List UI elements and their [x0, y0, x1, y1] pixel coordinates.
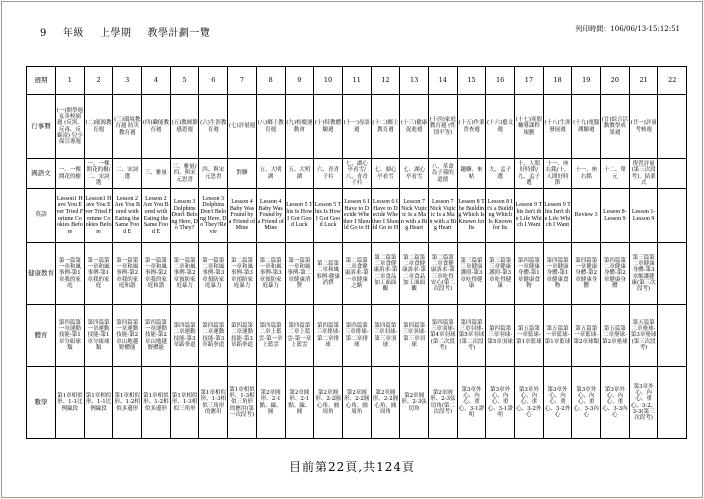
math-cell: 第3章外心、內心、重心、3-2外心 — [515, 367, 544, 439]
english-cell: Lesson 3 Dolphins Don't Belong Here, Do They? — [170, 189, 199, 243]
reading-cell: 十一、座右銘/十、人間好時節 — [543, 159, 572, 189]
week-number-cell: 5 — [170, 67, 199, 95]
english-cell: Review 3 — [572, 189, 601, 243]
pe-cell: 第四篇第三章羽球-第5章羽球(第二次段考) — [457, 305, 486, 367]
reading-cell: 七、湖心亭看雪 — [400, 159, 429, 189]
activity-cell: (十二)鄉土教育週 — [371, 95, 400, 159]
pe-cell: 第四篇第一章運動技能-第2章山地越野體能 — [113, 305, 142, 367]
activity-cell: (十五)作業普查週 — [457, 95, 486, 159]
week-number-cell: 2 — [84, 67, 113, 95]
health-cell: 第二篇第二章和風事例-健康消費 — [314, 243, 343, 305]
reading-cell: 三、雅量/四、與宋元思書 — [170, 159, 199, 189]
math-cell: 第3章外心、內心、重心、3-2、3-3(第三次段考) — [629, 367, 658, 439]
pe-cell: 第五篇第一章籃球-第1章籃球 — [515, 305, 544, 367]
health-cell: 第一篇第一章和風事例-第1章我的家庭 — [56, 243, 85, 305]
pe-cell: 第四篇第三章羽球-第4章羽球(第二次段考) — [428, 305, 457, 367]
activity-cell: (八)鄉土教育週 — [256, 95, 285, 159]
reading-cell: 三、雅量 — [142, 159, 171, 189]
reading-cell: 十二、單元 — [601, 159, 630, 189]
reading-cell: 五、大明湖 — [285, 159, 314, 189]
week-number-cell: 9 — [285, 67, 314, 95]
reading-cell: 趣聯、來帖 — [457, 159, 486, 189]
english-cell: Lesson 4 Baby Was Found by a Friend of Mine — [256, 189, 285, 243]
activity-cell: (三)環境教育週 防災教育週 — [113, 95, 142, 159]
pe-row-label: 體育 — [27, 305, 56, 367]
pe-row — [27, 305, 687, 367]
activity-cell: (七)評量週 — [228, 95, 257, 159]
week-header-row — [27, 67, 687, 95]
week-number-cell: 8 — [256, 67, 285, 95]
activity-cell: (十六)藝文週 — [486, 95, 515, 159]
activity-cell: (四)職能教育週 — [142, 95, 171, 159]
week-number-cell: 3 — [113, 67, 142, 95]
english-cell: Lesson 9 This Isn't the Life Which I Want — [543, 189, 572, 243]
reading-cell: 一、一棵開花的樹 — [56, 159, 85, 189]
reading-cell — [658, 159, 687, 189]
reading-cell: 五、大明湖 — [256, 159, 285, 189]
health-cell: 第四篇第一章健康身體-第2章健康身體 — [572, 243, 601, 305]
activity-row — [27, 95, 687, 159]
pe-cell: 第四篇第二章上籃雲-第一章上籃雲 — [256, 305, 285, 367]
pe-cell: 第四篇第三章排球-第二章排球 — [342, 305, 371, 367]
math-cell: 第1章相似形、1-3相似三角形的應用 — [199, 367, 228, 439]
print-time-label: 列印時間： — [575, 25, 611, 33]
teaching-plan-table — [26, 66, 687, 439]
week-number-cell: 14 — [428, 67, 457, 95]
week-number-cell: 7 — [228, 67, 257, 95]
pe-cell — [658, 305, 687, 367]
english-cell: Lesson 3 Dolphins Don't Belong Here, Do They?Re vie — [199, 189, 228, 243]
pe-cell: 第五篇第一章籃球-第1章籃球 — [543, 305, 572, 367]
document-title — [40, 24, 226, 39]
english-row-label: 英語 — [27, 189, 56, 243]
math-cell: 第2章圓形、2-2圓心角、圓周角 — [371, 367, 400, 439]
english-cell: Lesson 1-Lesson 9 — [629, 189, 658, 243]
math-cell: 第3章外心、內心、重心、3-3內心 — [572, 367, 601, 439]
week-number-cell: 17 — [515, 67, 544, 95]
reading-cell: 對聯 — [228, 159, 257, 189]
english-cell: Lesson 6 I Have to Decide Whether I Should Go to H — [371, 189, 400, 243]
math-cell: 第2章圓形、2-2圓心角、圓周角 — [314, 367, 343, 439]
activity-cell: (十一)母語週 — [342, 95, 371, 159]
pe-cell: 第四篇第二章運動技能-第3章跆拳道 — [199, 305, 228, 367]
math-cell: 第2章圓形、2-2圓心角、圓周角 — [342, 367, 371, 439]
pe-cell: 第四篇第三章羽球-第5章羽球 — [486, 305, 515, 367]
pe-cell: 第四篇第三章羽球-第三章羽球 — [371, 305, 400, 367]
pe-cell: 第四篇第二章上籃雲-第一章上籃雲 — [285, 305, 314, 367]
grade-number: 9 — [40, 28, 47, 39]
week-number-cell: 15 — [457, 67, 486, 95]
pe-cell: 第四篇第一章運動技能-第1章分組球類 — [84, 305, 113, 367]
reading-cell: 一、一棵開花的樹/二、宋詞選 — [84, 159, 113, 189]
english-cell: Lesson 8-Lesson 9 — [601, 189, 630, 243]
activity-row-label: 行事曆 — [27, 95, 56, 159]
week-number-cell: 19 — [572, 67, 601, 95]
health-cell: 第二篇第一章和風事例-第3章預防家庭暴力 — [256, 243, 285, 305]
english-cell: Lesson 7 Nick Vujicic Is a Man with a Big Heart — [428, 189, 457, 243]
pe-cell: 第五篇第一章籃球-第2章球類 — [572, 305, 601, 367]
health-cell: 第二篇第二章食健康訴求-第二章食品加工面面觀 — [371, 243, 400, 305]
english-cell: Lesson 9 This Isn't the Life Which I Want — [515, 189, 544, 243]
week-number-cell: 4 — [142, 67, 171, 95]
math-cell: 第2章圓形、2-1點、線、圓 — [285, 367, 314, 439]
math-cell: 第3章外心、內心、重心、3-1證明 — [457, 367, 486, 439]
math-cell: 第2章圓形、2-3弦切角 — [400, 367, 429, 439]
health-cell: 第四篇第一章健康身體-第1章健康食物 — [543, 243, 572, 305]
math-row-label: 數學 — [27, 367, 56, 439]
pe-cell: 第四篇第三章排球-第二章排球 — [314, 305, 343, 367]
document-header — [40, 24, 680, 38]
health-cell: 第一篇第一章和風事例-第2章我的家庭和諧 — [113, 243, 142, 305]
health-cell — [658, 243, 687, 305]
print-time-value: 106/06/13-15:12:51 — [610, 25, 680, 33]
health-cell: 第一篇第一章和風事例-第1章我的家庭 — [84, 243, 113, 305]
health-cell: 第二篇第一章和風事例-第3章預防家庭暴力 — [228, 243, 257, 305]
english-cell: Lesson 6 I Have to Decide Whether I Should Go to H — [342, 189, 371, 243]
health-cell: 第二篇第二章食健康訴求-第一章健康之路 — [342, 243, 371, 305]
activity-cell: (一)開學週 友善校園週 (反黑、反毒、反霸凌) 兒少保宣導週 — [56, 95, 85, 159]
health-cell: 第三篇第三章健康護照-第3章吃得健康 — [486, 243, 515, 305]
math-cell: 第1章相似形、1-3相似三角形的應用(第一次段考) — [228, 367, 257, 439]
math-cell: 第1章相似形、1-3相似三角形 — [170, 367, 199, 439]
math-cell — [658, 367, 687, 439]
health-cell: 第三篇第三章健康護照-第3章吃得健康 — [457, 243, 486, 305]
english-cell: Lesson 5 This Is How I Got Good Luck — [314, 189, 343, 243]
reading-row-label: 國語文 — [27, 159, 56, 189]
math-cell: 第1章相似形、1-2相似多邊形 — [113, 367, 142, 439]
english-cell: Lesson 2 Are You Bored with Eating the Same Food E — [142, 189, 171, 243]
health-cell: 第一篇第二章和風事例-第2章預防家庭暴力 — [170, 243, 199, 305]
math-cell: 第3章外心、內心、重心、3-2外心 — [543, 367, 572, 439]
week-number-cell: 6 — [199, 67, 228, 95]
english-cell: Lesson 8 The Building Which Is Known for Its — [457, 189, 486, 243]
reading-cell: 七、湖心亭看雪/八、青青子衿 — [342, 159, 371, 189]
english-cell: Lesson1 Have You Ever Tried Fortune Cookies Before — [84, 189, 113, 243]
health-row-label: 健康教育 — [27, 243, 56, 305]
activity-cell — [658, 95, 687, 159]
english-cell: Lesson 7 Nick Vujicic Is a Man with a Big Heart — [400, 189, 429, 243]
health-cell: 第二篇第二章食健康訴求-第二章食品加工面面觀 — [400, 243, 429, 305]
reading-row — [27, 159, 687, 189]
math-cell: 第1章相似形、1-1比例線段 — [56, 367, 85, 439]
english-cell: Lesson 2 Are You Bored with Eating the Same Food E — [113, 189, 142, 243]
math-cell: 第1章相似形、1-2相似多邊形 — [142, 367, 171, 439]
pe-cell: 第四篇第二章運動技能-第3章跆拳道 — [228, 305, 257, 367]
activity-cell: (廿一)評量考核週 — [629, 95, 658, 159]
english-cell: Lesson 5 This Is How I Got Good Luck — [285, 189, 314, 243]
week-number-cell: 20 — [601, 67, 630, 95]
activity-cell: (十)特教體驗週 — [314, 95, 343, 159]
activity-cell: (十八)生涯發展週 — [543, 95, 572, 159]
health-cell: 第一篇第二章和風事例-第3章預防家庭暴力 — [199, 243, 228, 305]
math-cell: 第2章圓形、2-3弦切角(第二次段考) — [428, 367, 457, 439]
health-cell: 第一篇第一章和風事例-第二章健康消費 — [285, 243, 314, 305]
week-number-cell: 11 — [342, 67, 371, 95]
reading-cell: 四、與宋元思書 — [199, 159, 228, 189]
week-number-cell: 1 — [56, 67, 85, 95]
pe-cell: 第四篇第一章運動技能-第2章山地越野體能 — [142, 305, 171, 367]
pe-cell: 第五篇第二章壘球-第2章壘球 — [601, 305, 630, 367]
math-cell: 第3章外心、內心、重心、3-3內心 — [601, 367, 630, 439]
english-cell: Lesson1 Have You Ever Tried Fortune Cookies Before — [56, 189, 85, 243]
english-row — [27, 189, 687, 243]
reading-cell: 九、孟子選 — [486, 159, 515, 189]
reading-cell: 六、青青子衿 — [314, 159, 343, 189]
math-row — [27, 367, 687, 439]
health-cell: 第四篇第一章健康身體-第1章健康食物 — [515, 243, 544, 305]
english-cell — [658, 189, 687, 243]
reading-cell: 八、革命為子孫的道德 — [428, 159, 457, 189]
pe-cell: 第五篇第二章壘球-第3章壘球(第三次段考) — [629, 305, 658, 367]
activity-cell: (十九)電腦測驗週 — [572, 95, 601, 159]
pe-cell: 第四篇第三章羽球-第三章羽球 — [400, 305, 429, 367]
activity-cell: (二)能源教育週 — [84, 95, 113, 159]
math-cell: 第3章外心、內心、重心、3-1證明 — [486, 367, 515, 439]
semester-label: 上學期 — [99, 28, 132, 39]
week-number-cell: 21 — [629, 67, 658, 95]
pe-cell: 第四篇第一章運動技能-第1章分組球類 — [56, 305, 85, 367]
week-number-cell: 22 — [658, 67, 687, 95]
reading-cell: 十一、座右銘 — [572, 159, 601, 189]
activity-cell: (十四)家庭教育週 (性別平等) — [428, 95, 457, 159]
page-count: 目前第22頁,共124頁 — [289, 460, 415, 474]
english-cell: Lesson 4 Baby Was Found by a Friend of Mine — [228, 189, 257, 243]
week-number-cell: 16 — [486, 67, 515, 95]
print-timestamp — [575, 24, 680, 34]
reading-cell: 二、宋詞選 — [113, 159, 142, 189]
week-number-cell: 12 — [371, 67, 400, 95]
health-row — [27, 243, 687, 305]
week-number-cell: 10 — [314, 67, 343, 95]
health-cell: 第三篇第二章健康身體-第3章維護健康(第三次段考) — [629, 243, 658, 305]
math-cell: 第2章圓形、2-1點、線、圓 — [256, 367, 285, 439]
activity-cell: (五)教師節感恩週 — [170, 95, 199, 159]
english-cell: Lesson 8 It's a Building Which Is Known for Its — [486, 189, 515, 243]
week-number-cell: 13 — [400, 67, 429, 95]
pe-cell: 第四篇第二章運動技能-第3章跆拳道 — [170, 305, 199, 367]
activity-cell: (廿)綜合活動教學成果週 — [601, 95, 630, 159]
plan-title: 教學計劃一覽 — [147, 28, 211, 39]
reading-cell: 十、人間好時節/九、孟子選 — [515, 159, 544, 189]
reading-cell: 七、湖心亭看雪 — [371, 159, 400, 189]
health-cell: 第一篇第一章和風事例-第2章我的家庭和諧 — [142, 243, 171, 305]
health-cell: 第四篇第二章健康身體-第2章健康身體 — [601, 243, 630, 305]
activity-cell: (十三)健康促進週 — [400, 95, 429, 159]
grade-label: 年級 — [62, 28, 84, 39]
week-label-cell: 週期 — [27, 67, 56, 95]
activity-cell: (十七)寒假輔導課程規劃 — [515, 95, 544, 159]
week-number-cell: 18 — [543, 67, 572, 95]
math-cell: 第1章相似形、1-1比例線段 — [84, 367, 113, 439]
activity-cell: (六)生涯教育週 — [199, 95, 228, 159]
reading-cell: 復習評量(第三次段考)、結業式 — [629, 159, 658, 189]
activity-cell: (九)校慶運動會 — [285, 95, 314, 159]
health-cell: 第二篇第二章食健康訴求-第三章吃得安心(第二次段考) — [428, 243, 457, 305]
